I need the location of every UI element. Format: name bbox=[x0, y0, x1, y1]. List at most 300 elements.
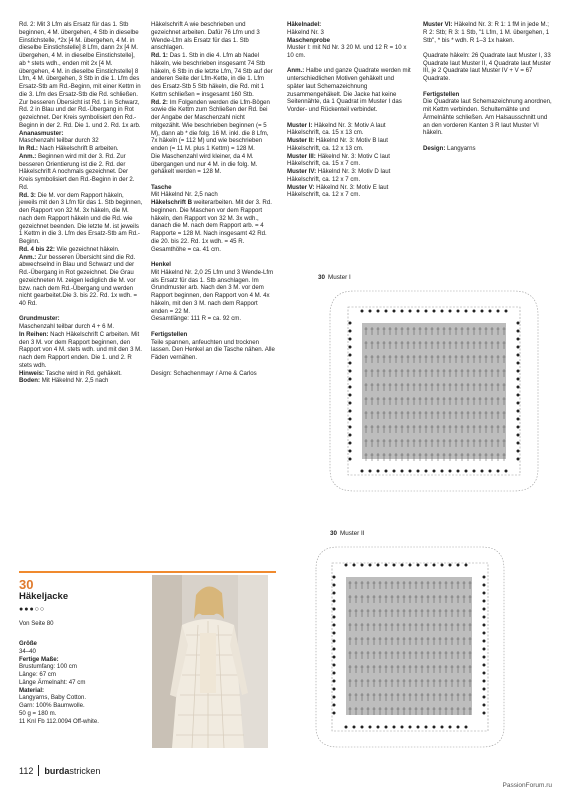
chart-muster-2-number: 30 bbox=[330, 530, 338, 537]
chain-dot bbox=[517, 426, 520, 429]
paragraph-gap bbox=[151, 253, 275, 261]
paragraph bbox=[19, 323, 143, 331]
chain-dot bbox=[333, 584, 336, 587]
chain-dot bbox=[483, 592, 486, 595]
difficulty-dots: ●●●○○ bbox=[19, 606, 46, 613]
paragraph bbox=[19, 153, 143, 192]
chain-dot bbox=[517, 394, 520, 397]
chain-dot bbox=[483, 688, 486, 691]
project-title: Häkeljacke bbox=[19, 591, 69, 602]
chain-dot bbox=[401, 726, 404, 729]
paragraph-text: Rd. 2: Mit 3 Lfm als Ersatz für das 1. Stb beginnen, 4 M. übergehen, 4 Stb in dieselbe Einstichstelle, *2x [4 M. übergehen, 4 M. in dieselbe Einstichstelle] 8 Lfm, dann 2x [4 M. übergehen, 4 M. in dieselbe Einstichstelle], ab * stets wdh., enden mit 2x [4 M. übergehen, 4 M. in dieselbe Einstichstelle] 8 Lfm, 4 M. übergehen, 3 Stb in die 1. Lfm des Ersatz-Stb am Rd.-Beginn, mit einer Kettm in die 3. Lfm des Ersatz-Stb die Rd. schließen. Zur besseren Übersicht ist Rd. 1 in Schwarz, Rd. 2 in Blau und der Rd.-Übergang in Rot gezeichnet. Der Kreis symbolisiert den Rd.-Beginn in der 2. Rd. Die 1. und 2. Rd. 1x arb. bbox=[19, 21, 141, 129]
chain-dot bbox=[483, 640, 486, 643]
paragraph-text: 34–40 bbox=[19, 647, 36, 655]
chain-dot bbox=[333, 672, 336, 675]
paragraph-text: Häkelnd Nr. 3: R 1: 1 fM in jede M.; R 2: Stb; R 3: 1 Stb, "1 Lfm, 1 M. übergehen, 1 Stb", * bis * wdh. R 1–3 1x haken. bbox=[423, 21, 550, 44]
chain-dot bbox=[417, 470, 420, 473]
chain-dot bbox=[483, 664, 486, 667]
paragraph-text: 50 g = 180 m. bbox=[19, 709, 57, 717]
paragraph-text: Maschenzahl teilbar durch 4 + 6 M. bbox=[19, 323, 115, 331]
chain-dot bbox=[385, 564, 388, 567]
paragraph bbox=[19, 679, 143, 687]
paragraph-text: Häkelnd Nr. 3: Motiv A laut Häkelschrift, ca. 15 x 13 cm. bbox=[287, 121, 386, 137]
chain-dot bbox=[481, 310, 484, 313]
chain-dot bbox=[517, 458, 520, 461]
footer-divider bbox=[38, 765, 39, 776]
chain-dot bbox=[333, 632, 336, 635]
chain-dot bbox=[377, 470, 380, 473]
paragraph bbox=[287, 122, 411, 138]
chain-dot bbox=[361, 470, 364, 473]
paragraph-heading: Anm.: bbox=[19, 152, 37, 160]
chain-dot bbox=[449, 470, 452, 473]
chain-dot bbox=[473, 470, 476, 473]
chart-muster-2-label bbox=[330, 530, 365, 537]
chart-muster-1-label bbox=[318, 274, 351, 281]
photo-crochet-jacket bbox=[152, 575, 268, 748]
paragraph-text: 11 Knl Fb 112.0094 Off-white. bbox=[19, 717, 99, 725]
paragraph bbox=[19, 192, 143, 246]
chain-dot bbox=[457, 470, 460, 473]
chain-dot bbox=[441, 310, 444, 313]
chart-muster-1-number: 30 bbox=[318, 274, 326, 281]
column-1 bbox=[19, 21, 143, 385]
chain-dot bbox=[349, 330, 352, 333]
brand-stricken: stricken bbox=[69, 766, 101, 776]
chain-dot bbox=[465, 564, 468, 567]
chain-dot bbox=[517, 330, 520, 333]
chain-dot bbox=[349, 322, 352, 325]
chain-dot bbox=[349, 458, 352, 461]
chain-dot bbox=[369, 470, 372, 473]
paragraph-gap bbox=[287, 114, 411, 122]
paragraph-gap bbox=[19, 308, 143, 316]
paragraph bbox=[19, 130, 143, 138]
paragraph-heading: Rd. 3: bbox=[19, 191, 36, 199]
chain-dot bbox=[517, 338, 520, 341]
paragraph bbox=[19, 370, 143, 378]
chain-dot bbox=[517, 354, 520, 357]
paragraph-text: Häkelschrift A wie beschrieben und gezeichnet arbeiten. Dafür 76 Lfm und 3 Wende-Lfm als Ersatz für das 1. Stb anschlagen. bbox=[151, 21, 260, 52]
paragraph-heading: Häkelnadel: bbox=[287, 21, 322, 28]
paragraph-text: Quadrate häkeln: 26 Quadrate laut Muster I, 33 Quadrate laut Muster II, 4 Quadrate laut Muster III, je 2 Quadrate laut Muster IV + V = 67 Quadrate. bbox=[423, 51, 552, 83]
paragraph bbox=[151, 153, 275, 176]
project-info bbox=[19, 640, 143, 725]
paragraph-text: Zur besseren Übersicht sind die Rd. abwechselnd in Blau und Schwarz und der Rd.-Übergang in Rot gezeichnet. Die Grau gezeichneten M. zeigen lediglich die M. vor bzw. nach dem Rd.-Übergang und werden nicht gearbeitet.Die 3. bis 22. Rd. 1x wdh. = 40 Rd. bbox=[19, 253, 138, 307]
chart-muster-2-title: Muster II bbox=[340, 530, 365, 537]
chain-dot bbox=[425, 726, 428, 729]
chain-dot bbox=[483, 680, 486, 683]
chain-dot bbox=[333, 688, 336, 691]
paragraph-text: Garn: 100% Baumwolle. bbox=[19, 702, 85, 709]
paragraph bbox=[151, 21, 275, 52]
chain-dot bbox=[483, 608, 486, 611]
paragraph-heading: Muster III: bbox=[287, 152, 316, 160]
chain-dot bbox=[457, 726, 460, 729]
chain-dot bbox=[333, 712, 336, 715]
chain-dot bbox=[483, 712, 486, 715]
paragraph-gap bbox=[151, 362, 275, 370]
chain-dot bbox=[517, 346, 520, 349]
chain-dot bbox=[483, 616, 486, 619]
paragraph-text: Design: Schachenmayr / Arne & Carlos bbox=[151, 369, 257, 377]
chain-dot bbox=[449, 564, 452, 567]
paragraph-text: Das 1. Stb in die 4. Lfm ab Nadel häkeln, wie beschrieben insgesamt 74 Stb häkeln, 6 Stb in die letzte Lfm, 74 Stb auf der anderen Seite der Lfm-Kette, in die 1. Lfm des Ersatz-Stb 5 Stb häkeln, die Rd. mit 1 Kettm schließen = insgesamt 160 Stb. bbox=[151, 52, 273, 98]
page-footer bbox=[19, 765, 100, 776]
paragraph bbox=[423, 52, 553, 83]
chain-dot bbox=[433, 564, 436, 567]
chain-dot bbox=[393, 470, 396, 473]
paragraph-heading: Henkel bbox=[151, 261, 171, 269]
chain-dot bbox=[353, 726, 356, 729]
chain-dot bbox=[401, 310, 404, 313]
paragraph bbox=[19, 663, 143, 671]
chain-dot bbox=[483, 624, 486, 627]
paragraph-text: Tasche wird in Rd. gehäkelt. bbox=[44, 369, 122, 377]
paragraph-text: Die Quadrate laut Schemazeichnung anordnen, mit Kettm verbinden. Schultemähte und Ärmelnähte schließen. Am Halsausschnitt und an den vorderen Kanten 3 R laut Muster VI häkeln. bbox=[423, 98, 552, 137]
chain-dot bbox=[483, 704, 486, 707]
paragraph-heading: Fertige Maße: bbox=[19, 655, 59, 663]
chain-dot bbox=[385, 726, 388, 729]
paragraph-text: Nach Häkelschrift B arbeiten. bbox=[37, 145, 119, 152]
paragraph bbox=[151, 191, 275, 199]
paragraph bbox=[19, 377, 143, 385]
paragraph bbox=[287, 29, 411, 37]
paragraph-heading: Fertigstellen bbox=[151, 330, 188, 338]
paragraph bbox=[423, 21, 553, 44]
chain-dot bbox=[333, 592, 336, 595]
paragraph bbox=[19, 640, 143, 648]
brand-burda: burda bbox=[44, 766, 70, 776]
paragraph-heading: In Reihen: bbox=[19, 330, 49, 338]
chain-dot bbox=[349, 346, 352, 349]
paragraph-text: Beginnen wird mit der 3. Rd. Zur besseren Orientierung ist die 2. Rd. der Häkelschrift A nochmals gezeichnet. Der Kreis symbolisiert den Rd.-Beginn in der 2. Rd. bbox=[19, 152, 135, 191]
chain-dot bbox=[457, 310, 460, 313]
chain-dot bbox=[349, 370, 352, 373]
paragraph bbox=[423, 91, 553, 99]
chain-dot bbox=[483, 600, 486, 603]
paragraph-heading: Boden: bbox=[19, 377, 40, 385]
chain-dot bbox=[409, 470, 412, 473]
chain-dot bbox=[441, 726, 444, 729]
chain-dot bbox=[393, 310, 396, 313]
chain-dot bbox=[345, 726, 348, 729]
chain-dot bbox=[349, 426, 352, 429]
paragraph-heading: Material: bbox=[19, 686, 45, 694]
paragraph-gap bbox=[423, 137, 553, 145]
chain-dot bbox=[483, 584, 486, 587]
chain-dot bbox=[449, 726, 452, 729]
chain-dot bbox=[483, 576, 486, 579]
chain-dot bbox=[425, 564, 428, 567]
paragraph-text: Langyarns bbox=[445, 144, 476, 152]
paragraph bbox=[287, 153, 411, 169]
chain-dot bbox=[465, 470, 468, 473]
paragraph-text: Muster I: mit Nd Nr. 3 20 M. und 12 R = 10 x 10 cm. bbox=[287, 44, 407, 59]
project-number: 30 bbox=[19, 577, 34, 592]
chain-dot bbox=[517, 362, 520, 365]
paragraph-text: Die M. vor dem Rapport häkeln, jeweils mit den 3 Lfm für das 1. Stb beginnen, den Rapport von 32 M. 3x häkeln, die M. nach dem Rapport häkeln und die Rd. wie gezeichnet beenden. Die letzte M. ist jeweils 1 Kettm in die 3. Lfm des Ersatz-Stb am Rd.-Beginn. bbox=[19, 191, 143, 245]
paragraph bbox=[423, 145, 553, 153]
chain-dot bbox=[353, 564, 356, 567]
chain-dot bbox=[333, 664, 336, 667]
paragraph-heading: Rd. 2: bbox=[151, 98, 168, 106]
paragraph-gap bbox=[151, 323, 275, 331]
paragraph-heading: Rd. 1: bbox=[151, 52, 168, 59]
chain-dot bbox=[409, 310, 412, 313]
paragraph bbox=[19, 137, 143, 145]
chain-dot bbox=[517, 450, 520, 453]
paragraph-heading: Design: bbox=[423, 144, 446, 152]
chain-dot bbox=[333, 704, 336, 707]
paragraph-text: Brustumfang: 100 cm bbox=[19, 663, 77, 671]
paragraph-text: Mit Häkelnd Nr. 2,5 nach bbox=[40, 377, 109, 385]
chain-dot bbox=[417, 310, 420, 313]
paragraph bbox=[287, 184, 411, 200]
paragraph-text: Wie gezeichnet häkeln. bbox=[54, 245, 120, 253]
chain-dot bbox=[483, 672, 486, 675]
paragraph bbox=[19, 21, 143, 130]
chain-dot bbox=[425, 470, 428, 473]
paragraph-heading: Anm.: bbox=[19, 253, 37, 261]
paragraph-text: Teile spannen, anfeuchten und trocknen lassen. Den Henkel an die Tasche nähen. Alle Fäden vernähen. bbox=[151, 338, 275, 362]
chain-dot bbox=[409, 564, 412, 567]
paragraph bbox=[19, 648, 143, 656]
section-rule bbox=[19, 571, 276, 573]
paragraph-text: Langyarns, Baby Cotton. bbox=[19, 694, 87, 702]
chain-dot bbox=[393, 726, 396, 729]
paragraph-gap bbox=[151, 176, 275, 184]
paragraph-heading: Muster I: bbox=[287, 121, 313, 129]
paragraph bbox=[151, 331, 275, 339]
chain-dot bbox=[517, 442, 520, 445]
chain-dot bbox=[441, 564, 444, 567]
paragraph-gap bbox=[287, 60, 411, 68]
paragraph-text: Die Maschenzahl wird kleiner, da 4 M. übergangen und nur 4 M. in die folg. M. gehäkelt werden = 128 M. bbox=[151, 152, 258, 176]
paragraph bbox=[423, 98, 553, 137]
chain-dot bbox=[433, 726, 436, 729]
chain-dot bbox=[349, 442, 352, 445]
chain-dot bbox=[377, 310, 380, 313]
chain-dot bbox=[481, 470, 484, 473]
paragraph-text: Häkelnd Nr. 3: Motiv E laut Häkelschrift, ca. 12 x 7 cm. bbox=[287, 183, 389, 199]
paragraph bbox=[151, 315, 275, 323]
paragraph-text: Häkelnd Nr. 3 bbox=[287, 28, 324, 36]
chain-dot bbox=[349, 354, 352, 357]
crochet-chart-muster-2 bbox=[306, 541, 514, 753]
paragraph bbox=[287, 137, 411, 153]
watermark: PassionForum.ru bbox=[502, 782, 552, 789]
chain-dot bbox=[361, 310, 364, 313]
paragraph-heading: Muster V: bbox=[287, 183, 315, 191]
chain-dot bbox=[377, 564, 380, 567]
chain-dot bbox=[433, 310, 436, 313]
paragraph-heading: Tasche bbox=[151, 183, 172, 191]
chain-dot bbox=[385, 470, 388, 473]
paragraph bbox=[287, 44, 411, 60]
paragraph-text: Halbe und ganze Quadrate werden mit unterschiedlichen Motiven gehäkelt und später laut Schemazeichnung zusammengehäkelt. Die Jacke hat keine Seitennähte, da 1 Quadrat im Muster I das Vorder- und Rückenteil verbindet. bbox=[287, 67, 411, 114]
paragraph bbox=[19, 671, 143, 679]
paragraph-text: weiterarbeiten. Mit der 3. Rd. beginnen. Die Maschen vor dem Rapport häkeln, den Rapport von 32 M. 3x wdh., danach die M. nach dem Rapport arb. = 4 Rapporte = 128 M. Nach insgesamt 42 Rd. die 20. bis 22. Rd. 1x wdh. = 45 R. Gesamthöhe = ca. 41 cm. bbox=[151, 199, 272, 253]
paragraph bbox=[151, 52, 275, 99]
paragraph bbox=[19, 246, 143, 254]
paragraph bbox=[19, 687, 143, 695]
paragraph bbox=[19, 331, 143, 370]
chain-dot bbox=[483, 632, 486, 635]
chain-dot bbox=[473, 310, 476, 313]
chain-dot bbox=[465, 310, 468, 313]
chain-dot bbox=[465, 726, 468, 729]
chain-dot bbox=[425, 310, 428, 313]
paragraph-text: Häkelnd Nr. 3: Motiv C laut Häkelschrift, ca. 15 x 7 cm. bbox=[287, 152, 390, 168]
chain-dot bbox=[517, 410, 520, 413]
paragraph-text: Häkelnd Nr. 3: Motiv D laut Häkelschrift, ca. 12 x 7 cm. bbox=[287, 168, 391, 183]
crochet-chart-muster-1 bbox=[318, 285, 550, 497]
chain-dot bbox=[497, 310, 500, 313]
chain-dot bbox=[483, 656, 486, 659]
chain-dot bbox=[441, 470, 444, 473]
chain-dot bbox=[349, 410, 352, 413]
paragraph-heading: Grundmuster: bbox=[19, 315, 60, 323]
paragraph bbox=[19, 710, 143, 718]
paragraph-heading: Fertigstellen bbox=[423, 90, 460, 98]
paragraph-text: Im Folgenden werden die Lfm-Bögen sowie die Kettm zum Schließen der Rd. bei der Angabe der Maschenzahl nicht mitgezählt. Wie beschrieben beginnen (= 5 M), dann ab * die folg. 16 M. inkl. die 8 Lfm, 7x häkeln (= 112 M) und wie beschrieben enden (= 11 M. plus 1 Kettm) = 128 M. bbox=[151, 98, 270, 152]
chain-dot bbox=[369, 564, 372, 567]
chain-dot bbox=[517, 378, 520, 381]
paragraph-heading: Muster VI: bbox=[423, 21, 453, 28]
chain-dot bbox=[369, 310, 372, 313]
paragraph-text: Gesamtlänge: 111 R = ca. 92 cm. bbox=[151, 315, 242, 323]
chain-dot bbox=[349, 434, 352, 437]
chain-dot bbox=[333, 656, 336, 659]
paragraph-text: Häkelnd Nr. 3: Motiv B laut Häkelschrift, ca. 12 x 13 cm. bbox=[287, 137, 388, 152]
chain-dot bbox=[457, 564, 460, 567]
chain-dot bbox=[401, 470, 404, 473]
photo-illustration bbox=[152, 575, 268, 748]
page-number: 112 bbox=[19, 766, 34, 776]
paragraph bbox=[19, 656, 143, 664]
paragraph-gap bbox=[423, 44, 553, 52]
chain-dot bbox=[517, 418, 520, 421]
chain-dot bbox=[377, 726, 380, 729]
chain-dot bbox=[349, 362, 352, 365]
chain-dot bbox=[333, 624, 336, 627]
chain-dot bbox=[333, 616, 336, 619]
paragraph bbox=[151, 199, 275, 253]
chain-dot bbox=[517, 370, 520, 373]
chain-dot bbox=[483, 648, 486, 651]
paragraph-heading: Maschenprobe bbox=[287, 36, 331, 44]
chain-dot bbox=[449, 310, 452, 313]
chain-dot bbox=[333, 680, 336, 683]
chain-dot bbox=[505, 470, 508, 473]
chain-dot bbox=[393, 564, 396, 567]
paragraph bbox=[287, 168, 411, 184]
paragraph-text: Maschenzahl teilbar durch 32 bbox=[19, 137, 99, 145]
chain-dot bbox=[333, 600, 336, 603]
chain-dot bbox=[401, 564, 404, 567]
chain-dot bbox=[517, 386, 520, 389]
paragraph bbox=[151, 99, 275, 153]
paragraph-text: Länge Ärmelnaht: 47 cm bbox=[19, 678, 86, 686]
paragraph bbox=[19, 315, 143, 323]
chain-dot bbox=[333, 608, 336, 611]
paragraph-heading: Größe bbox=[19, 640, 37, 647]
paragraph bbox=[151, 370, 275, 378]
paragraph bbox=[19, 694, 143, 702]
paragraph-text: Länge: 67 cm bbox=[19, 671, 56, 678]
paragraph-heading: Anm.: bbox=[287, 67, 305, 75]
chain-dot bbox=[409, 726, 412, 729]
chain-dot bbox=[333, 696, 336, 699]
paragraph bbox=[287, 67, 411, 114]
chain-dot bbox=[349, 450, 352, 453]
chain-dot bbox=[517, 434, 520, 437]
chain-dot bbox=[361, 726, 364, 729]
paragraph bbox=[19, 718, 143, 726]
paragraph-text: Mit Häkelnd Nr. 2,0 25 Lfm und 3 Wende-Lfm als Ersatz für das 1. Stb anschlagen. Im Grundmuster arb. Nach den 3 M. vor dem Rapport beginnen, den Rapport von 4 M. 4x häkeln, mit den 3 M. nach dem Rapport enden = 22 M. bbox=[151, 268, 274, 315]
chain-dot bbox=[417, 726, 420, 729]
paragraph-text: Nach Häkelschrift C arbeiten. Mit den 3 M. vor dem Rapport beginnen, den Rapport von 4 M. stets wdh. und mit den 3 M. nach dem Rapport enden. Die 1. und 2. R stets wdh. bbox=[19, 330, 142, 369]
paragraph-heading: In Rd.: bbox=[19, 145, 38, 152]
chain-dot bbox=[385, 310, 388, 313]
chain-dot bbox=[349, 394, 352, 397]
paragraph bbox=[19, 145, 143, 153]
chain-dot bbox=[333, 648, 336, 651]
paragraph-text: Mit Häkelnd Nr. 2,5 nach bbox=[151, 191, 218, 199]
chain-dot bbox=[333, 640, 336, 643]
chain-dot bbox=[417, 564, 420, 567]
chain-dot bbox=[505, 310, 508, 313]
paragraph-heading: Muster IV: bbox=[287, 168, 317, 176]
chain-dot bbox=[349, 418, 352, 421]
paragraph-heading: Rd. 4 bis 22: bbox=[19, 245, 55, 253]
chain-dot bbox=[349, 386, 352, 389]
chain-dot bbox=[497, 470, 500, 473]
chain-dot bbox=[349, 338, 352, 341]
chain-dot bbox=[345, 564, 348, 567]
chain-dot bbox=[369, 726, 372, 729]
chain-dot bbox=[489, 310, 492, 313]
from-page-ref: Von Seite 80 bbox=[19, 620, 54, 627]
paragraph bbox=[287, 37, 411, 45]
paragraph bbox=[151, 269, 275, 316]
chain-dot bbox=[361, 564, 364, 567]
paragraph bbox=[19, 702, 143, 710]
paragraph bbox=[19, 254, 143, 308]
chain-dot bbox=[483, 696, 486, 699]
column-3 bbox=[287, 21, 411, 199]
chain-dot bbox=[433, 470, 436, 473]
paragraph bbox=[151, 184, 275, 192]
chain-dot bbox=[517, 322, 520, 325]
chain-dot bbox=[489, 470, 492, 473]
paragraph-gap bbox=[423, 83, 553, 91]
chain-dot bbox=[333, 576, 336, 579]
paragraph bbox=[151, 261, 275, 269]
chain-dot bbox=[517, 402, 520, 405]
paragraph-heading: Muster II: bbox=[287, 137, 315, 145]
chart-muster-1-title: Muster I bbox=[328, 274, 351, 281]
paragraph bbox=[287, 21, 411, 29]
chain-dot bbox=[349, 402, 352, 405]
paragraph-heading: Ananasmuster: bbox=[19, 129, 64, 137]
chain-dot bbox=[349, 378, 352, 381]
column-4 bbox=[423, 21, 553, 153]
column-2 bbox=[151, 21, 275, 377]
paragraph-heading: Hinweis: bbox=[19, 369, 45, 377]
paragraph bbox=[151, 339, 275, 362]
